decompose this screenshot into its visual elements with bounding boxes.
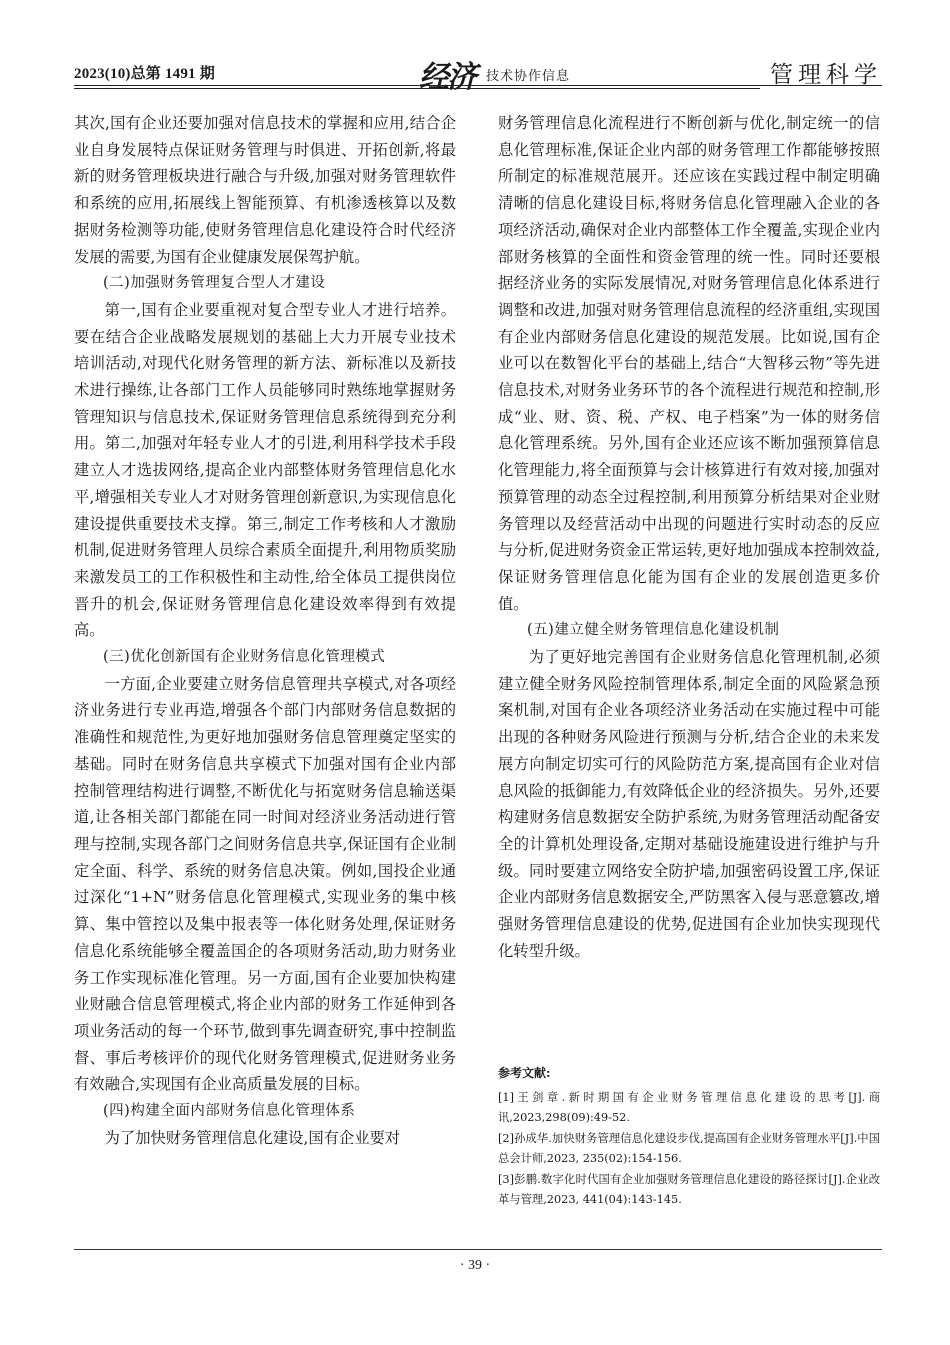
reference-item: [2]孙成华.加快财务管理信息化建设步伐,提高国有企业财务管理水平[J].中国总会计师,2023, 235(02):154-156.	[498, 1131, 880, 1165]
section-heading: (五)建立健全财务管理信息化建设机制	[527, 622, 780, 639]
issue-number: 2023(10)总第 1491 期	[74, 66, 215, 82]
journal-subtitle: 技术协作信息	[486, 69, 571, 84]
left-column	[74, 110, 456, 1151]
right-column	[498, 110, 880, 965]
references-title: 参考文献:	[498, 1066, 551, 1080]
body-paragraph: 一方面,企业要建立财务信息管理共享模式,对各项经济业务进行专业再造,增强各个部门内部财务信息数据的准确性和规范性,为更好地加强财务信息管理奠定坚实的基础。同时在财务信息共享模式下加强对国有企业内部控制管理结构进行调整,不断优化与拓宽财务信息输送渠道,让各相关部门都能在同一时间对经济业务活动进行管理与控制,实现各部门之间财务信息共享,保证国有企业制定全面、科学、系统的财务信息决策。例如,国投企业通过深化“1+N”财务信息化管理模式,实现业务的集中核算、集中管控以及集中报表等一体化财务处理,保证财务信息化系统能够全覆盖国企的各项财务活动,助力财务业务工作实现标准化管理。另一方面,国有企业要加快构建业财融合信息管理模式,将企业内部的财务工作延伸到各项业务活动的每一个环节,做到事先调查研究,事中控制监督、事后考核评价的现代化财务管理模式,促进财务业务有效融合,实现国有企业高质量发展的目标。	[74, 674, 456, 1094]
section-heading: (三)优化创新国有企业财务信息化管理模式	[103, 649, 386, 666]
reference-item: [3]彭鹏.数字化时代国有企业加强财务管理信息化建设的路径探讨[J].企业改革与管理,2023, 441(04):143-145.	[498, 1172, 880, 1206]
body-paragraph: 其次,国有企业还要加强对信息技术的掌握和应用,结合企业自身发展特点保证财务管理与时俱进、开拓创新,将最新的财务管理板块进行融合与升级,加强对财务管理软件和系统的应用,拓展线上智能预算、有机渗透核算以及数据财务检测等功能,使财务管理信息化建设符合时代经济发展的需要,为国有企业健康发展保驾护航。	[74, 114, 456, 266]
section-title: 管理科学	[770, 62, 882, 88]
body-paragraph: 第一,国有企业要重视对复合型专业人才进行培养。要在结合企业战略发展规划的基础上大力开展专业技术培训活动,对现代化财务管理的新方法、新标准以及新技术进行操练,让各部门工作人员能够同时熟练地掌握财务管理知识与信息技术,保证财务管理信息系统得到充分利用。第二,加强对年轻专业人才的引进,利用科学技术手段建立人才选拔网络,提高企业内部整体财务管理信息化水平,增强相关专业人才对财务管理创新意识,为实现信息化建设提供重要技术支撑。第三,制定工作考核和人才激励机制,促进财务管理人员综合素质全面提升,利用物质奖励来激发员工的工作积极性和主动性,给全体员工提供岗位晋升的机会,保证财务管理信息化建设效率得到有效提高。	[74, 300, 456, 640]
body-paragraph: 为了更好地完善国有企业财务信息化管理机制,必须建立健全财务风险控制管理体系,制定全面的风险紧急预案机制,对国有企业各项经济业务活动在实施过程中可能出现的各种财务风险进行预测与分析,结合企业的未来发展方向制定切实可行的风险防范方案,提高国有企业对信息风险的抵御能力,有效降低企业的经济损失。另外,还要构建财务信息数据安全防护系统,为财务管理活动配备安全的计算机处理设备,定期对基础设施建设进行维护与升级。同时要建立网络安全防护墙,加强密码设置工序,保证企业内部财务信息数据安全,严防黑客入侵与恶意篡改,增强财务管理信息建设的优势,促进国有企业加快实现现代化转型升级。	[498, 648, 880, 960]
section-heading: (四)构建全面内部财务信息化管理体系	[103, 1103, 356, 1120]
page-number: · 39 ·	[459, 1258, 491, 1273]
section-heading: (二)加强财务管理复合型人才建设	[103, 275, 326, 292]
footer-rule	[74, 1249, 882, 1250]
header-rule	[74, 85, 882, 86]
page-header	[74, 52, 882, 96]
journal-logo: 经济	[419, 60, 475, 95]
reference-item: [1]王剑章.新时期国有企业财务管理信息化建设的思考[J].商讯,2023,298(09):49-52.	[498, 1090, 880, 1124]
body-paragraph: 财务管理信息化流程进行不断创新与优化,制定统一的信息化管理标准,保证企业内部的财务管理工作都能够按照所制定的标准规范展开。还应该在实践过程中制定明确清晰的信息化建设目标,将财务信息化管理融入企业的各项经济活动,确保对企业内部整体工作全覆盖,实现企业内部财务核算的全面性和资金管理的统一性。同时还要根据经济业务的实际发展情况,对财务管理信息化体系进行调整和改进,加强对财务管理信息流程的经济重组,实现国有企业内部财务信息化建设的规范发展。比如说,国有企业可以在数智化平台的基础上,结合“大智移云物”等先进信息技术,对财务业务环节的各个流程进行规范和控制,形成“业、财、资、税、产权、电子档案”为一体的财务信息化管理系统。另外,国有企业还应该不断加强预算信息化管理能力,将全面预算与会计核算进行有效对接,加强对预算管理的动态全过程控制,利用预算分析结果对企业财务管理以及经营活动中出现的问题进行实时动态的反应与分析,促进财务资金正常运转,更好地加强成本控制效益,保证财务管理信息化能为国有企业的发展创造更多价值。	[498, 114, 880, 613]
header-rule-secondary	[74, 88, 760, 89]
body-paragraph: 为了加快财务管理信息化建设,国有企业要对	[104, 1128, 401, 1147]
references	[498, 1063, 880, 1211]
